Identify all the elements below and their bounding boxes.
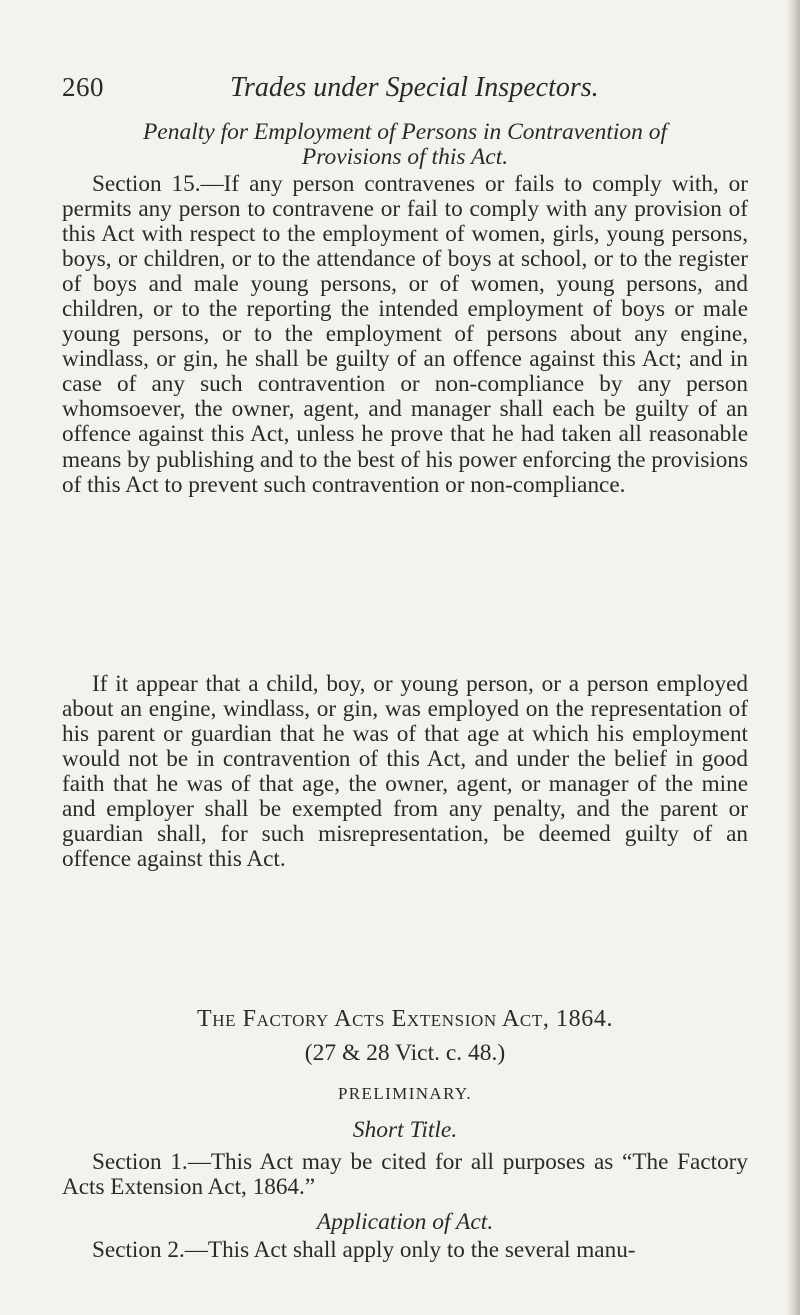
act-title: The Factory Acts Extension Act, 1864.	[196, 1006, 614, 1032]
penalty-heading-line1: Penalty for Employment of Persons in Contravention of	[142, 119, 668, 145]
short-title-heading: Short Title.	[352, 1117, 458, 1143]
running-head	[0, 72, 800, 112]
preliminary-heading: PRELIMINARY.	[337, 1084, 473, 1103]
page-edge	[786, 0, 800, 1315]
running-title: Trades under Special Inspectors.	[230, 72, 599, 103]
penalty-heading	[62, 120, 748, 170]
section-2-paragraph: Section 2.—This Act shall apply only to the several manu-	[92, 1237, 636, 1263]
page-number: 260	[62, 72, 104, 102]
section-15-paragraph: Section 15.—If any person contravenes or fails to comply with, or permits any person to contravene or fail to comply with any provision of this Act with respect to the employment of women, girls, young persons, boys, or children, or to the attendance of boys at school, or to the register of boys and male young persons, or of women, young persons, and children, or to the reporting the intended employment of boys or male young persons, or to the employment of persons about any engine, windlass, or gin, he shall be guilty of an offence against this Act; and in case of any such contravention or non-compliance by any person whomsoever, the owner, agent, and manager shall each be guilty of an offence against this Act, unless he prove that he had taken all reasonable means by publishing and to the best of his power enforcing the provisions of this Act to prevent such contravention or non-compliance.	[62, 171, 748, 498]
application-heading: Application of Act.	[316, 1209, 494, 1235]
penalty-heading-line2: Provisions of this Act.	[301, 144, 509, 170]
section-1-paragraph: Section 1.—This Act may be cited for all purposes as “The Factory Acts Extension Act, 1864.”	[62, 1149, 748, 1201]
act-reference: (27 & 28 Vict. c. 48.)	[304, 1040, 506, 1066]
section-15-second-paragraph: If it appear that a child, boy, or young person, or a person employed about an engine, windlass, or gin, was employed on the representation of his parent or guardian that he was of that age at which his employment would not be in contravention of this Act, and under the belief in good faith that he was of that age, the owner, agent, or manager of the mine and employer shall be exempted from any penalty, and the parent or guardian shall, for such misrepresentation, be deemed guilty of an offence against this Act.	[62, 671, 748, 873]
